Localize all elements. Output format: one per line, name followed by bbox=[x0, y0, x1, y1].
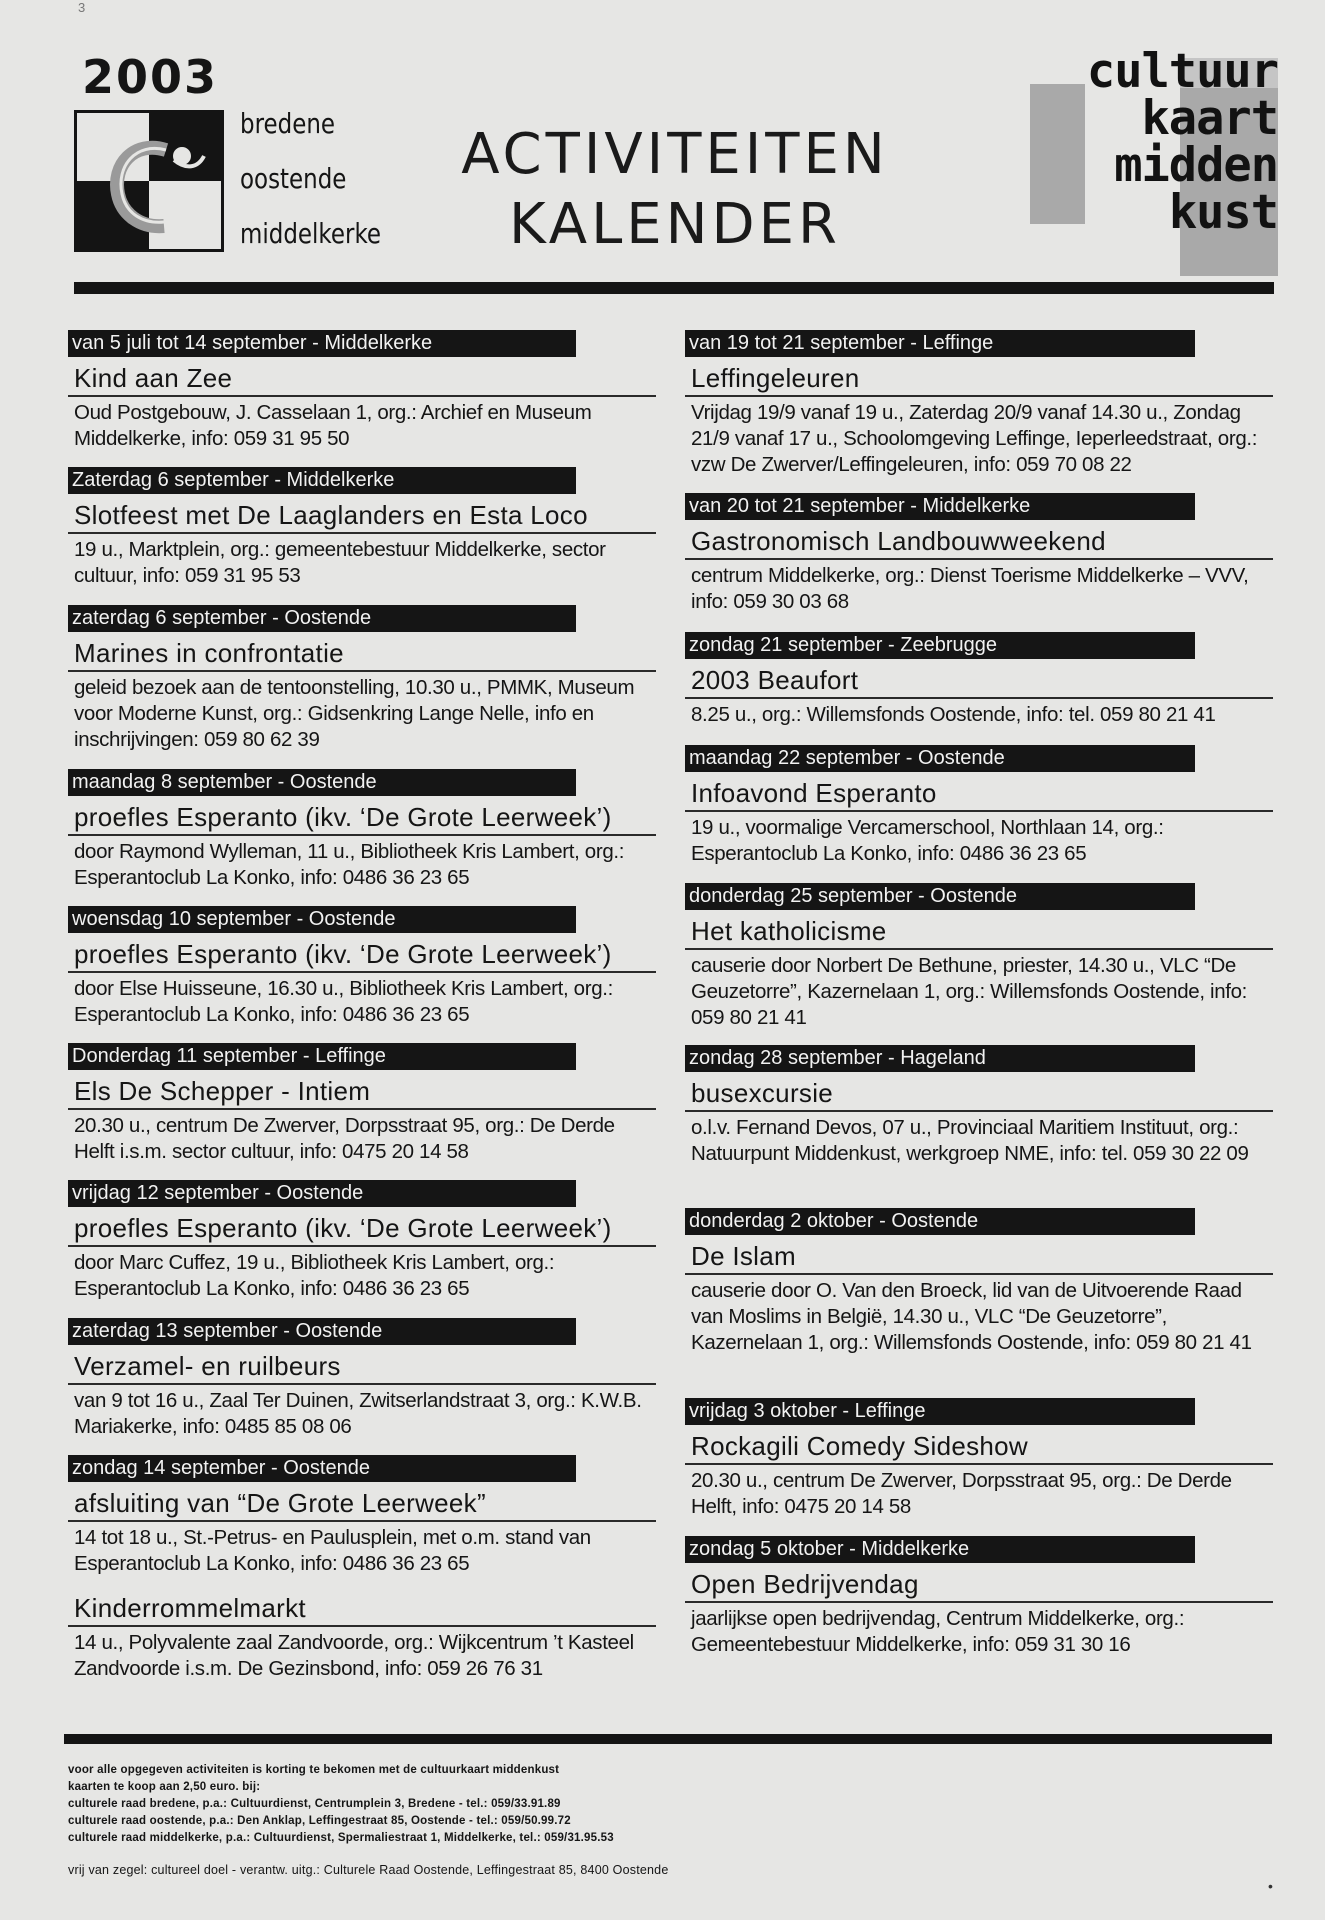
event bbox=[685, 883, 1273, 1045]
event-description: geleid bezoek aan de tentoonstelling, 10.30 u., PMMK, Museum voor Moderne Kunst, org.: Gidsenkring Lange Nelle, info en inschrijvingen: 059 80 62 39 bbox=[74, 676, 635, 751]
event-date: zaterdag 6 september - Oostende bbox=[68, 605, 576, 632]
brand-line-1: cultuur bbox=[1086, 44, 1278, 99]
event-date: donderdag 25 september - Oostende bbox=[685, 883, 1195, 910]
event-date: vrijdag 3 oktober - Leffinge bbox=[685, 1398, 1195, 1425]
event-description: 14 tot 18 u., St.-Petrus- en Paulusplein, met o.m. stand van Esperantoclub La Konko, info: 0486 36 23 65 bbox=[74, 1526, 591, 1575]
event-description: centrum Middelkerke, org.: Dienst Toerisme Middelkerke – VVV, info: 059 30 03 68 bbox=[691, 564, 1249, 613]
event-description: o.l.v. Fernand Devos, 07 u., Provinciaal Maritiem Instituut, org.: Natuurpunt Middenkust, werkgroep NME, info: tel. 059 30 22 09 bbox=[691, 1116, 1249, 1165]
event-description: 20.30 u., centrum De Zwerver, Dorpsstraat 95, org.: De Derde Helft, info: 0475 20 14 58 bbox=[691, 1469, 1232, 1518]
right-column bbox=[685, 330, 1273, 1658]
event-description: 19 u., Marktplein, org.: gemeentebestuur Middelkerke, sector cultuur, info: 059 31 95 53 bbox=[74, 538, 606, 587]
event-title: Kinderrommelmarkt bbox=[68, 1593, 656, 1627]
footer-line: culturele raad bredene, p.a.: Cultuurdienst, Centrumplein 3, Bredene - tel.: 059/33.91.89 bbox=[68, 1798, 561, 1810]
event bbox=[68, 1318, 656, 1455]
event-date: Zaterdag 6 september - Middelkerke bbox=[68, 467, 576, 494]
event-date: woensdag 10 september - Oostende bbox=[68, 906, 576, 933]
event-title: 2003 Beaufort bbox=[685, 665, 1273, 699]
event-date: zondag 5 oktober - Middelkerke bbox=[685, 1536, 1195, 1563]
event bbox=[685, 1536, 1273, 1658]
event-title: De Islam bbox=[685, 1241, 1273, 1275]
town-oostende: oostende bbox=[240, 162, 347, 195]
event bbox=[68, 1455, 656, 1593]
event bbox=[68, 906, 656, 1043]
event-title: proefles Esperanto (ikv. ‘De Grote Leerweek’) bbox=[68, 802, 656, 836]
event-description: 19 u., voormalige Vercamerschool, Northlaan 14, org.: Esperantoclub La Konko, info: 0486 36 23 65 bbox=[691, 816, 1164, 865]
event-description: door Marc Cuffez, 19 u., Bibliotheek Kris Lambert, org.: Esperantoclub La Konko, info: 0486 36 23 65 bbox=[74, 1251, 555, 1300]
event bbox=[68, 605, 656, 769]
event-title: busexcursie bbox=[685, 1078, 1273, 1112]
event-title: Marines in confrontatie bbox=[68, 638, 656, 672]
event bbox=[685, 1208, 1273, 1398]
event-title: Kind aan Zee bbox=[68, 363, 656, 397]
event-date: zondag 21 september - Zeebrugge bbox=[685, 632, 1195, 659]
town-list bbox=[240, 96, 381, 261]
event-title: Open Bedrijvendag bbox=[685, 1569, 1273, 1603]
event-title: afsluiting van “De Grote Leerweek” bbox=[68, 1488, 656, 1522]
event-date: vrijdag 12 september - Oostende bbox=[68, 1180, 576, 1207]
event-title: Het katholicisme bbox=[685, 916, 1273, 950]
year: 2003 bbox=[82, 50, 219, 104]
event bbox=[685, 632, 1273, 745]
footer-line: culturele raad middelkerke, p.a.: Cultuurdienst, Spermaliestraat 1, Middelkerke, tel.: 059/31.95.53 bbox=[68, 1832, 614, 1844]
event-title: Els De Schepper - Intiem bbox=[68, 1076, 656, 1110]
event-description: door Else Huisseune, 16.30 u., Bibliotheek Kris Lambert, org.: Esperantoclub La Konko, info: 0486 36 23 65 bbox=[74, 977, 613, 1026]
event-date: maandag 8 september - Oostende bbox=[68, 769, 576, 796]
publisher-note: vrij van zegel: cultureel doel - verantw. uitg.: Culturele Raad Oostende, Leffingestraat 85, 8400 Oostende bbox=[68, 1863, 669, 1877]
event-description: door Raymond Wylleman, 11 u., Bibliotheek Kris Lambert, org.: Esperantoclub La Konko, info: 0486 36 23 65 bbox=[74, 840, 625, 889]
title-line-2: KALENDER bbox=[509, 192, 841, 257]
event-description: 14 u., Polyvalente zaal Zandvoorde, org.: Wijkcentrum ’t Kasteel Zandvoorde i.s.m. De Gezinsbond, info: 059 26 76 31 bbox=[74, 1631, 634, 1680]
event-date: donderdag 2 oktober - Oostende bbox=[685, 1208, 1195, 1235]
event-description: causerie door Norbert De Bethune, priester, 14.30 u., VLC “De Geuzetorre”, Kazernelaan 1, org.: Willemsfonds Oostende, info: 059 80 21 41 bbox=[691, 954, 1248, 1029]
page-title bbox=[430, 120, 920, 260]
footer-line: voor alle opgegeven activiteiten is korting te bekomen met de cultuurkaart middenkust bbox=[68, 1764, 560, 1776]
event-date: zondag 14 september - Oostende bbox=[68, 1455, 576, 1482]
event-date: Donderdag 11 september - Leffinge bbox=[68, 1043, 576, 1070]
event bbox=[685, 1398, 1273, 1536]
event-date: van 19 tot 21 september - Leffinge bbox=[685, 330, 1195, 357]
event-description: causerie door O. Van den Broeck, lid van de Uitvoerende Raad van Moslims in België, 14.30 u., VLC “De Geuzetorre”, Kazernelaan 1, org.: Willemsfonds Oostende, info: 059 80 21 41 bbox=[691, 1279, 1252, 1354]
footer-line: culturele raad oostende, p.a.: Den Anklap, Leffingestraat 85, Oostende - tel.: 059/50.99.72 bbox=[68, 1815, 571, 1827]
event-description: jaarlijkse open bedrijvendag, Centrum Middelkerke, org.: Gemeentebestuur Middelkerke, info: 059 31 30 16 bbox=[691, 1607, 1185, 1656]
brand-line-3: midden bbox=[1114, 138, 1278, 193]
footer-info bbox=[68, 1762, 1268, 1847]
cultuurkaart-logo bbox=[1030, 44, 1278, 278]
event-description: 8.25 u., org.: Willemsfonds Oostende, info: tel. 059 80 21 41 bbox=[691, 703, 1216, 726]
event bbox=[68, 330, 656, 467]
bottom-divider bbox=[64, 1734, 1272, 1744]
event-description: 20.30 u., centrum De Zwerver, Dorpsstraat 95, org.: De Derde Helft i.s.m. sector cultuur, info: 0475 20 14 58 bbox=[74, 1114, 615, 1163]
event-title: Verzamel- en ruilbeurs bbox=[68, 1351, 656, 1385]
event-date: zaterdag 13 september - Oostende bbox=[68, 1318, 576, 1345]
corner-mark: • bbox=[1268, 1878, 1273, 1894]
town-bredene: bredene bbox=[240, 107, 336, 140]
event-description: Vrijdag 19/9 vanaf 19 u., Zaterdag 20/9 vanaf 14.30 u., Zondag 21/9 vanaf 17 u., Schoolomgeving Leffinge, Ieperleedstraat, org.: vzw De Zwerver/Leffingeleuren, info: 059 70 08 22 bbox=[691, 401, 1258, 476]
event-date: maandag 22 september - Oostende bbox=[685, 745, 1195, 772]
left-column bbox=[68, 330, 656, 1682]
event-title: Leffingeleuren bbox=[685, 363, 1273, 397]
event bbox=[685, 330, 1273, 493]
footer-line: kaarten te koop aan 2,50 euro. bij: bbox=[68, 1781, 261, 1793]
event-title: Gastronomisch Landbouwweekend bbox=[685, 526, 1273, 560]
event-date: zondag 28 september - Hageland bbox=[685, 1045, 1195, 1072]
event-description: van 9 tot 16 u., Zaal Ter Duinen, Zwitserlandstraat 3, org.: K.W.B. Mariakerke, info: 0485 85 08 06 bbox=[74, 1389, 642, 1438]
event-date: van 20 tot 21 september - Middelkerke bbox=[685, 493, 1195, 520]
event bbox=[68, 769, 656, 906]
event bbox=[68, 467, 656, 605]
logo bbox=[74, 110, 224, 252]
event-title: Slotfeest met De Laaglanders en Esta Loco bbox=[68, 500, 656, 534]
event bbox=[685, 1045, 1273, 1208]
event-title: proefles Esperanto (ikv. ‘De Grote Leerweek’) bbox=[68, 1213, 656, 1247]
title-line-1: ACTIVITEITEN bbox=[461, 122, 889, 187]
event-title: Infoavond Esperanto bbox=[685, 778, 1273, 812]
brand-line-2: kaart bbox=[1141, 91, 1278, 146]
top-divider bbox=[74, 282, 1274, 294]
event bbox=[68, 1593, 656, 1682]
event bbox=[685, 745, 1273, 883]
event-title: Rockagili Comedy Sideshow bbox=[685, 1431, 1273, 1465]
event bbox=[685, 493, 1273, 632]
brand-line-4: kust bbox=[1168, 185, 1278, 240]
page-mark: 3 bbox=[78, 0, 86, 15]
event-date: van 5 juli tot 14 september - Middelkerke bbox=[68, 330, 576, 357]
event-title: proefles Esperanto (ikv. ‘De Grote Leerweek’) bbox=[68, 939, 656, 973]
event bbox=[68, 1043, 656, 1180]
event bbox=[68, 1180, 656, 1318]
town-middelkerke: middelkerke bbox=[240, 217, 382, 250]
event-description: Oud Postgebouw, J. Casselaan 1, org.: Archief en Museum Middelkerke, info: 059 31 95 50 bbox=[74, 401, 592, 450]
